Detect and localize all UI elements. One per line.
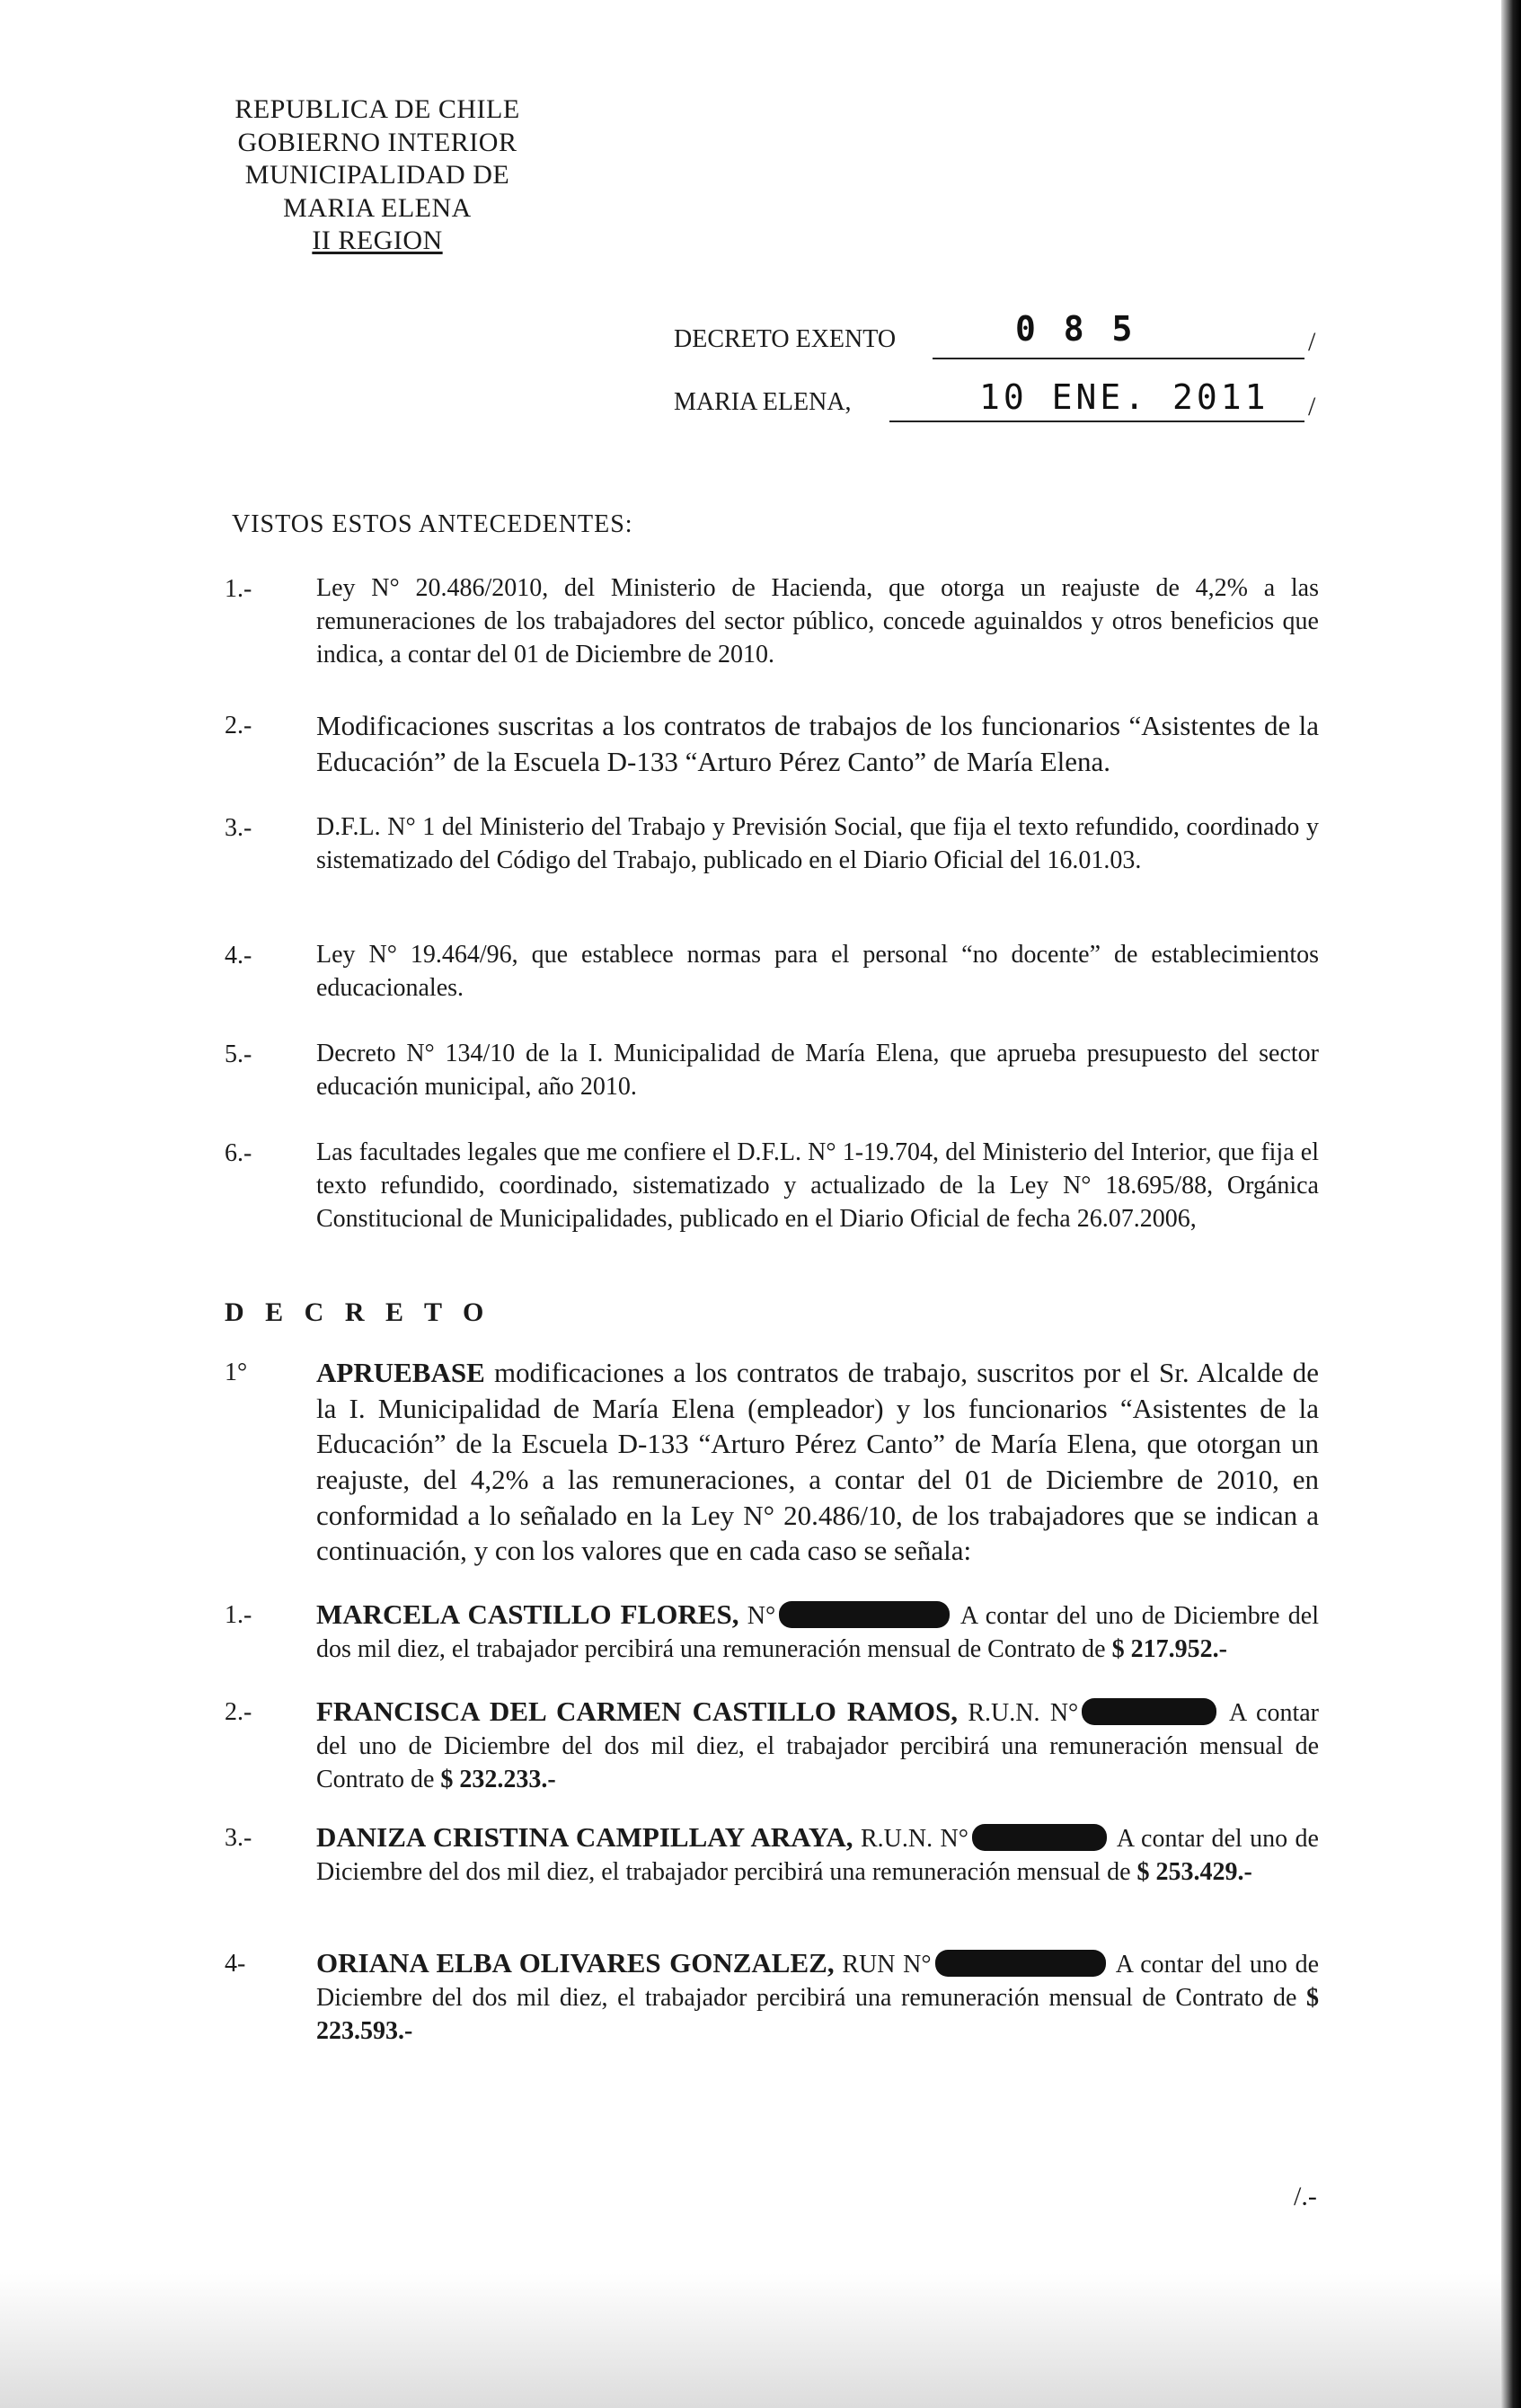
worker-entry bbox=[316, 1944, 1319, 2049]
decree-date: 10 ENE. 2011 bbox=[979, 377, 1269, 417]
worker-text: A contar del uno de Diciembre del dos mil diez, el trabajador percibirá una remuneración mensual de Contrato de bbox=[316, 1951, 1319, 2013]
decree-label: DECRETO EXENTO bbox=[674, 325, 897, 353]
worker-entry bbox=[316, 1819, 1319, 1889]
article-text bbox=[316, 1355, 1319, 1569]
worker-amount: $ 253.429.- bbox=[1136, 1858, 1252, 1887]
letterhead bbox=[225, 93, 530, 258]
decree-number-line bbox=[933, 358, 1304, 359]
worker-amount: $ 223.593.- bbox=[316, 1984, 1319, 2046]
worker-amount: $ 217.952.- bbox=[1111, 1635, 1227, 1664]
letterhead-region: II REGION bbox=[312, 226, 443, 256]
page-continuation-mark: /.- bbox=[1294, 2182, 1317, 2211]
vistos-item-text: Ley N° 19.464/96, que establece normas para el personal “no docente” de establecimientos educacionales. bbox=[316, 941, 1319, 1003]
letterhead-line: MUNICIPALIDAD DE bbox=[244, 160, 510, 190]
worker-id-label: R.U.N. N° bbox=[958, 1699, 1079, 1727]
redaction-mark bbox=[935, 1950, 1106, 1977]
worker-name: MARCELA CASTILLO FLORES, bbox=[316, 1598, 739, 1630]
decree-date-slash: / bbox=[1308, 392, 1316, 421]
vistos-item-number: 6.- bbox=[225, 1139, 252, 1167]
worker-name: ORIANA ELBA OLIVARES GONZALEZ, bbox=[316, 1947, 835, 1979]
vistos-item-number: 2.- bbox=[225, 712, 252, 739]
decreto-title: D E C R E T O bbox=[225, 1297, 491, 1327]
worker-text: A contar del uno de Diciembre del dos mil diez, el trabajador percibirá una remuneración mensual de Contrato de bbox=[316, 1699, 1319, 1794]
article-number: 1° bbox=[225, 1359, 248, 1386]
vistos-item-number: 5.- bbox=[225, 1040, 252, 1068]
place-label: MARIA ELENA, bbox=[674, 388, 852, 416]
vistos-item-text: Modificaciones suscritas a los contratos de trabajos de los funcionarios “Asistentes de la Educación” de la Escuela D-133 “Arturo Pérez Canto” de María Elena. bbox=[316, 710, 1319, 777]
redaction-mark bbox=[972, 1824, 1107, 1851]
worker-name: DANIZA CRISTINA CAMPILLAY ARAYA, bbox=[316, 1821, 853, 1853]
worker-name: FRANCISCA DEL CARMEN CASTILLO RAMOS, bbox=[316, 1695, 959, 1727]
vistos-title: VISTOS ESTOS ANTECEDENTES: bbox=[232, 510, 633, 538]
scan-bottom-shadow bbox=[0, 2273, 1501, 2408]
vistos-item-number: 3.- bbox=[225, 814, 252, 842]
worker-id-label: RUN N° bbox=[834, 1951, 932, 1979]
vistos-item-text: D.F.L. N° 1 del Ministerio del Trabajo y Previsión Social, que fija el texto refundido, coordinado y sistematizado del Código del Trabajo, publicado en el Diario Oficial del 16.01.03. bbox=[316, 813, 1319, 875]
decree-number: 0 8 5 bbox=[1015, 309, 1136, 349]
worker-entry bbox=[316, 1596, 1319, 1666]
worker-number: 3.- bbox=[225, 1824, 252, 1852]
letterhead-line: MARIA ELENA bbox=[283, 192, 472, 223]
worker-entry bbox=[316, 1693, 1319, 1797]
vistos-item-number: 1.- bbox=[225, 575, 252, 603]
worker-id-label: N° bbox=[738, 1602, 776, 1630]
vistos-item-text: Las facultades legales que me confiere el D.F.L. N° 1-19.704, del Ministerio del Interior, que fija el texto refundido, coordinado, sistematizado y actualizado de la Ley N° 18.695/88, Orgánica Constitucional de Municipalidades, publicado en el Diario Oficial de fecha 26.07.2006, bbox=[316, 1138, 1319, 1234]
worker-text: A contar del uno de Diciembre del dos mil diez, el trabajador percibirá una remuneración mensual de bbox=[316, 1825, 1319, 1887]
worker-text: A contar del uno de Diciembre del dos mil diez, el trabajador percibirá una remuneración mensual de Contrato de bbox=[316, 1602, 1319, 1664]
vistos-item-number: 4.- bbox=[225, 942, 252, 969]
worker-number: 4- bbox=[225, 1950, 246, 1978]
article-body: modificaciones a los contratos de trabajo, suscritos por el Sr. Alcalde de la I. Municipalidad de María Elena (empleador) y los funcionarios “Asistentes de la Educación” de la Escuela D-133 “Arturo Pérez Canto” de María Elena, que otorgan un reajuste, del 4,2% a las remuneraciones, a contar del 01 de Diciembre de 2010, en conformidad a lo señalado en la Ley N° 20.486/10, de los trabajadores que se indican a continuación, y con los valores que en cada caso se señala: bbox=[316, 1357, 1319, 1567]
letterhead-line: REPUBLICA DE CHILE bbox=[234, 94, 520, 124]
letterhead-line: GOBIERNO INTERIOR bbox=[237, 127, 517, 157]
redaction-mark bbox=[1082, 1698, 1216, 1725]
worker-id-label: R.U.N. N° bbox=[853, 1825, 968, 1853]
worker-number: 2.- bbox=[225, 1698, 252, 1726]
vistos-item-text: Decreto N° 134/10 de la I. Municipalidad de María Elena, que aprueba presupuesto del sector educación municipal, año 2010. bbox=[316, 1040, 1319, 1102]
scan-page-edge bbox=[1501, 0, 1521, 2408]
worker-number: 1.- bbox=[225, 1601, 252, 1629]
vistos-item-text: Ley N° 20.486/2010, del Ministerio de Hacienda, que otorga un reajuste de 4,2% a las remuneraciones de los trabajadores del sector público, concede aguinaldos y otros beneficios que indica, a contar del 01 de Diciembre de 2010. bbox=[316, 574, 1319, 669]
redaction-mark bbox=[779, 1601, 950, 1628]
decree-date-line bbox=[889, 421, 1304, 422]
worker-amount: $ 232.233.- bbox=[440, 1766, 556, 1794]
article-verb: APRUEBASE bbox=[316, 1357, 485, 1388]
decree-number-slash: / bbox=[1308, 327, 1316, 357]
